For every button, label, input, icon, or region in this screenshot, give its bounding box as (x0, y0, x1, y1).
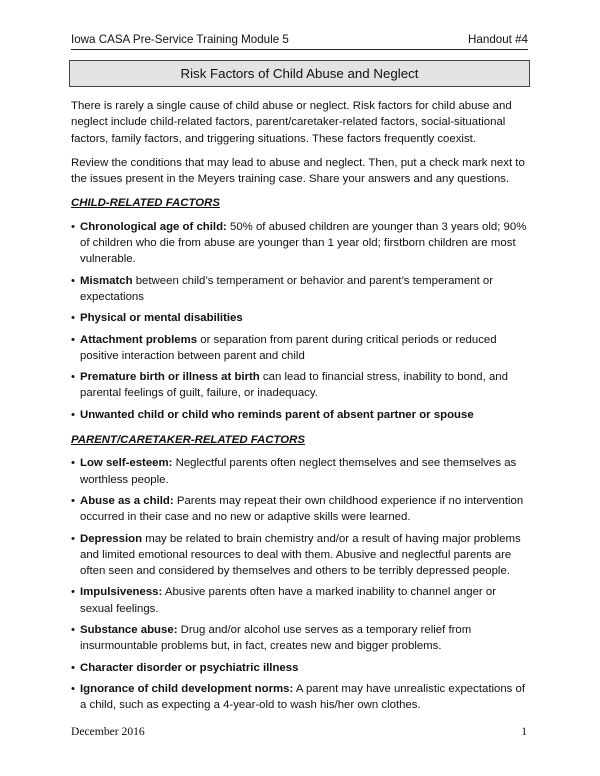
item-term: Attachment problems (80, 333, 198, 346)
page-number: 1 (521, 725, 527, 738)
list-item (71, 219, 531, 268)
bullet-icon: • (71, 682, 75, 695)
list-item (71, 332, 531, 365)
item-text: 50% of abused children are younger than 3 years old; 90% of children who die from abuse are younger than 1 year old; firstborn children are most vulnerable. (80, 220, 527, 266)
list-item (71, 310, 531, 326)
section-heading: CHILD-RELATED FACTORS (71, 197, 220, 210)
item-text: A parent may have unrealistic expectations of a child, such as expecting a 4-year-old to wash his/her own clothes. (80, 682, 526, 712)
bullet-icon: • (71, 408, 75, 421)
bullet-icon: • (71, 494, 75, 507)
item-term: Physical or mental disabilities (80, 312, 243, 325)
bullet-icon: • (71, 371, 75, 384)
list-item (71, 493, 531, 526)
section-heading: PARENT/CARETAKER-RELATED FACTORS (71, 434, 305, 447)
item-text: Neglectful parents often neglect themselves and see themselves as worthless people. (80, 457, 517, 486)
handout-number: Handout #4 (468, 33, 528, 46)
intro-paragraph: There is rarely a single cause of child abuse or neglect. Risk factors for child abuse and neglect include child-related factors, parent/caretaker-related factors, social-situational factors, family factors, and triggering situations. These factors frequently coexist. (71, 100, 512, 145)
document-body (71, 98, 531, 719)
bullet-icon: • (71, 333, 75, 346)
item-text: may be related to brain chemistry and/or a result of having major problems and limited emotional resources to deal with them. Abusive and neglectful parents are often seen and considered by themselves and others to be terribly depressed people. (80, 532, 521, 578)
item-text: or separation from parent during critical periods or reduced positive interaction between parent and child (80, 333, 497, 362)
list-item (71, 681, 531, 714)
list-item (71, 407, 531, 423)
item-term: Character disorder or psychiatric illness (80, 661, 299, 674)
list-item (71, 273, 531, 306)
footer-date: December 2016 (71, 725, 145, 738)
item-term: Impulsiveness: (80, 586, 163, 599)
item-term: Chronological age of child: (80, 220, 227, 233)
section-child-related (71, 195, 531, 423)
list-item (71, 531, 531, 580)
bullet-icon: • (71, 457, 75, 470)
bullet-icon: • (71, 586, 75, 599)
document-title: Risk Factors of Child Abuse and Neglect (69, 60, 530, 87)
item-term: Low self-esteem: (80, 457, 173, 470)
item-term: Abuse as a child: (80, 494, 174, 507)
item-text: Abusive parents often have a marked inability to channel anger or sexual feelings. (80, 586, 497, 615)
course-title: Iowa CASA Pre-Service Training Module 5 (71, 33, 289, 46)
list-item (71, 369, 531, 402)
instructions-paragraph: Review the conditions that may lead to abuse and neglect. Then, put a check mark next to the issues present in the Meyers training case. Share your answers and any questions. (71, 156, 525, 186)
bullet-icon: • (71, 274, 75, 287)
bullet-icon: • (71, 532, 75, 545)
item-term: Premature birth or illness at birth (80, 371, 260, 384)
item-term: Mismatch (80, 274, 133, 287)
item-text: Parents may repeat their own childhood experience if no intervention occurred in their case and no new or adaptive skills were learned. (80, 494, 524, 524)
page-header (71, 31, 528, 50)
list-item (71, 584, 531, 617)
item-term: Ignorance of child development norms: (80, 682, 294, 695)
list-item (71, 622, 531, 655)
item-term: Depression (80, 532, 143, 545)
item-term: Substance abuse: (80, 624, 178, 637)
bullet-icon: • (71, 624, 75, 637)
item-term: Unwanted child or child who reminds parent of absent partner or spouse (80, 408, 474, 421)
item-text: can lead to financial stress, inability to bond, and parental feelings of guilt, failure, or inadequacy. (80, 371, 508, 400)
item-text: between child’s temperament or behavior and parent’s temperament or expectations (80, 274, 494, 303)
list-item (71, 455, 531, 488)
item-text: Drug and/or alcohol use serves as a temporary relief from insurmountable problems but, in fact, creates new and bigger problems. (80, 624, 472, 653)
bullet-icon: • (71, 312, 75, 325)
list-item (71, 660, 531, 676)
bullet-icon: • (71, 661, 75, 674)
bullet-icon: • (71, 220, 75, 233)
section-parent-related (71, 432, 531, 713)
